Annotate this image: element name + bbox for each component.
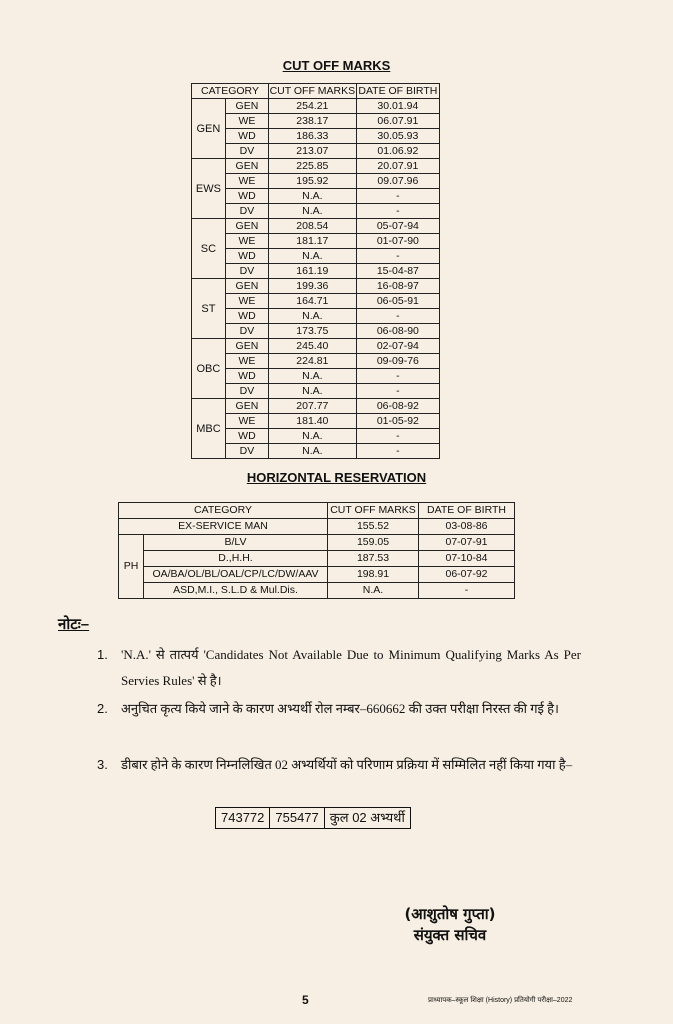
table-row: [192, 99, 440, 114]
table-row: [192, 384, 440, 399]
dob-cell: -: [356, 309, 439, 324]
dob-cell: 09-09-76: [356, 354, 439, 369]
cutoff-marks-cell: 238.17: [268, 114, 356, 129]
table-row: [192, 174, 440, 189]
cutoff-body: [192, 99, 440, 459]
table-row: [192, 279, 440, 294]
table-row: [192, 444, 440, 459]
dob-cell: 01-07-90: [356, 234, 439, 249]
roll-total: कुल 02 अभ्यर्थी: [324, 808, 410, 829]
table-row: [192, 234, 440, 249]
table-row: [119, 583, 515, 599]
table-row: [192, 369, 440, 384]
table-row: [119, 551, 515, 567]
cutoff-marks-cell: 186.33: [268, 129, 356, 144]
note-number: 3.: [97, 757, 108, 772]
dob-cell: -: [356, 249, 439, 264]
subcategory-cell: WE: [225, 114, 268, 129]
cutoff-marks-cell: N.A.: [268, 309, 356, 324]
horizontal-table: [118, 502, 515, 599]
subcategory-cell: WE: [225, 174, 268, 189]
roll-number: 755477: [270, 808, 324, 829]
header-cutoff-marks: CUT OFF MARKS: [269, 85, 356, 97]
dob-cell: 06-08-90: [356, 324, 439, 339]
subcategory-cell: GEN: [225, 399, 268, 414]
cutoff-marks-cell: 254.21: [268, 99, 356, 114]
subcategory-cell: WE: [225, 294, 268, 309]
dob-cell: 01-05-92: [356, 414, 439, 429]
cutoff-table: [191, 83, 440, 459]
ph-row-dob: 06-07-92: [419, 567, 515, 583]
subcategory-cell: WD: [225, 249, 268, 264]
table-row: [192, 399, 440, 414]
page-number: 5: [302, 993, 309, 1007]
dob-cell: 01.06.92: [356, 144, 439, 159]
subcategory-cell: DV: [225, 324, 268, 339]
table-row: [192, 339, 440, 354]
table-row: [192, 129, 440, 144]
ph-row-marks: 198.91: [328, 567, 419, 583]
ex-service-marks: 155.52: [328, 519, 419, 535]
category-cell: OBC: [192, 339, 226, 399]
ph-row-dob: 07-07-91: [419, 535, 515, 551]
ph-row-label: B/LV: [144, 535, 328, 551]
cutoff-marks-cell: N.A.: [268, 429, 356, 444]
dob-cell: 02-07-94: [356, 339, 439, 354]
dob-cell: 30.01.94: [356, 99, 439, 114]
dob-cell: 06.07.91: [356, 114, 439, 129]
cutoff-marks-cell: 207.77: [268, 399, 356, 414]
signature-name: (आशुतोष गुप्ता): [404, 905, 496, 923]
h-header-cutoff-marks: CUT OFF MARKS: [328, 503, 419, 519]
table-row: [119, 567, 515, 583]
table-row: [192, 249, 440, 264]
note-number: 2.: [97, 701, 108, 716]
dob-cell: 16-08-97: [356, 279, 439, 294]
table-row: [216, 808, 411, 829]
table-row: [192, 309, 440, 324]
ph-row-dob: 07-10-84: [419, 551, 515, 567]
note-text: 'N.A.' से तात्पर्य 'Candidates Not Available Due to Minimum Qualifying Marks As Per Servies Rules' से है।: [121, 647, 581, 688]
cutoff-marks-cell: 213.07: [268, 144, 356, 159]
subcategory-cell: WE: [225, 234, 268, 249]
ph-row-marks: N.A.: [328, 583, 419, 599]
note-text: अनुचित कृत्य किये जाने के कारण अभ्यर्थी रोल नम्बर–660662 की उक्त परीक्षा निरस्त की गई है।: [121, 701, 559, 716]
dob-cell: -: [356, 429, 439, 444]
subcategory-cell: DV: [225, 204, 268, 219]
ex-service-dob: 03-08-86: [419, 519, 515, 535]
cutoff-marks-cell: 208.54: [268, 219, 356, 234]
cutoff-marks-cell: 224.81: [268, 354, 356, 369]
cutoff-marks-cell: 195.92: [268, 174, 356, 189]
subcategory-cell: WD: [225, 309, 268, 324]
dob-cell: 30.05.93: [356, 129, 439, 144]
subcategory-cell: GEN: [225, 159, 268, 174]
subcategory-cell: WD: [225, 369, 268, 384]
cutoff-marks-cell: 181.40: [268, 414, 356, 429]
cutoff-marks-cell: N.A.: [268, 384, 356, 399]
table-row: [192, 264, 440, 279]
cutoff-marks-cell: 245.40: [268, 339, 356, 354]
cutoff-marks-cell: N.A.: [268, 189, 356, 204]
table-row: [192, 114, 440, 129]
category-cell: SC: [192, 219, 226, 279]
cutoff-marks-cell: 181.17: [268, 234, 356, 249]
horizontal-header-row: [119, 503, 515, 519]
cutoff-marks-cell: N.A.: [268, 444, 356, 459]
cutoff-marks-cell: 199.36: [268, 279, 356, 294]
dob-cell: -: [356, 384, 439, 399]
ph-row-label: OA/BA/OL/BL/OAL/CP/LC/DW/AAV: [144, 567, 328, 583]
signature-designation: संयुक्त सचिव: [413, 926, 487, 944]
subcategory-cell: DV: [225, 384, 268, 399]
cutoff-marks-cell: 225.85: [268, 159, 356, 174]
subcategory-cell: WE: [225, 354, 268, 369]
cutoff-marks-cell: 173.75: [268, 324, 356, 339]
subcategory-cell: DV: [225, 264, 268, 279]
cutoff-marks-cell: N.A.: [268, 204, 356, 219]
category-cell: GEN: [192, 99, 226, 159]
subcategory-cell: WE: [225, 414, 268, 429]
table-row: [192, 324, 440, 339]
header-date-of-birth: DATE OF BIRTH: [356, 84, 439, 99]
subcategory-cell: DV: [225, 444, 268, 459]
cutoff-marks-cell: N.A.: [268, 249, 356, 264]
table-row: [192, 429, 440, 444]
subcategory-cell: WD: [225, 189, 268, 204]
cutoff-marks-cell: 161.19: [268, 264, 356, 279]
category-cell: EWS: [192, 159, 226, 219]
category-cell: ST: [192, 279, 226, 339]
subcategory-cell: GEN: [225, 279, 268, 294]
table-row: [192, 414, 440, 429]
note-text: डीबार होने के कारण निम्नलिखित 02 अभ्यर्थियों को परिणाम प्रक्रिया में सम्मिलित नहीं किया गया है–: [121, 757, 573, 772]
ph-row-label: D.,H.H.: [144, 551, 328, 567]
dob-cell: -: [356, 189, 439, 204]
debarred-rolls-table: [215, 807, 411, 829]
notes-title: नोटः–: [58, 616, 90, 633]
subcategory-cell: GEN: [225, 219, 268, 234]
ph-row-marks: 159.05: [328, 535, 419, 551]
dob-cell: 15-04-87: [356, 264, 439, 279]
ph-row-dob: -: [419, 583, 515, 599]
ex-service-label: EX-SERVICE MAN: [119, 519, 328, 535]
subcategory-cell: GEN: [225, 99, 268, 114]
table-row: [192, 294, 440, 309]
horizontal-title: HORIZONTAL RESERVATION: [246, 470, 427, 485]
dob-cell: 20.07.91: [356, 159, 439, 174]
subcategory-cell: WD: [225, 429, 268, 444]
dob-cell: 09.07.96: [356, 174, 439, 189]
dob-cell: -: [356, 204, 439, 219]
dob-cell: 06-08-92: [356, 399, 439, 414]
ph-label: PH: [119, 535, 144, 599]
table-row: [192, 354, 440, 369]
h-header-date-of-birth: DATE OF BIRTH: [419, 503, 515, 519]
ph-row-label: ASD,M.I., S.L.D & Mul.Dis.: [144, 583, 328, 599]
category-cell: MBC: [192, 399, 226, 459]
cutoff-marks-cell: 164.71: [268, 294, 356, 309]
footer-text: प्राध्यापक–स्कूल शिक्षा (History) प्रतियोगी परीक्षा–2022: [428, 997, 573, 1004]
table-row: [192, 159, 440, 174]
roll-number: 743772: [216, 808, 270, 829]
dob-cell: 06-05-91: [356, 294, 439, 309]
subcategory-cell: GEN: [225, 339, 268, 354]
table-row: [192, 204, 440, 219]
table-row: [119, 535, 515, 551]
subcategory-cell: DV: [225, 144, 268, 159]
table-row: [192, 189, 440, 204]
cutoff-header-row: [192, 84, 440, 99]
cutoff-title: CUT OFF MARKS: [282, 58, 391, 73]
table-row: [192, 219, 440, 234]
table-row: [192, 144, 440, 159]
note-number: 1.: [97, 647, 108, 662]
table-row: [119, 519, 515, 535]
h-header-category: CATEGORY: [119, 503, 328, 519]
subcategory-cell: WD: [225, 129, 268, 144]
cutoff-marks-cell: N.A.: [268, 369, 356, 384]
ph-row-marks: 187.53: [328, 551, 419, 567]
dob-cell: -: [356, 369, 439, 384]
dob-cell: -: [356, 444, 439, 459]
dob-cell: 05-07-94: [356, 219, 439, 234]
header-category: CATEGORY: [192, 84, 269, 99]
